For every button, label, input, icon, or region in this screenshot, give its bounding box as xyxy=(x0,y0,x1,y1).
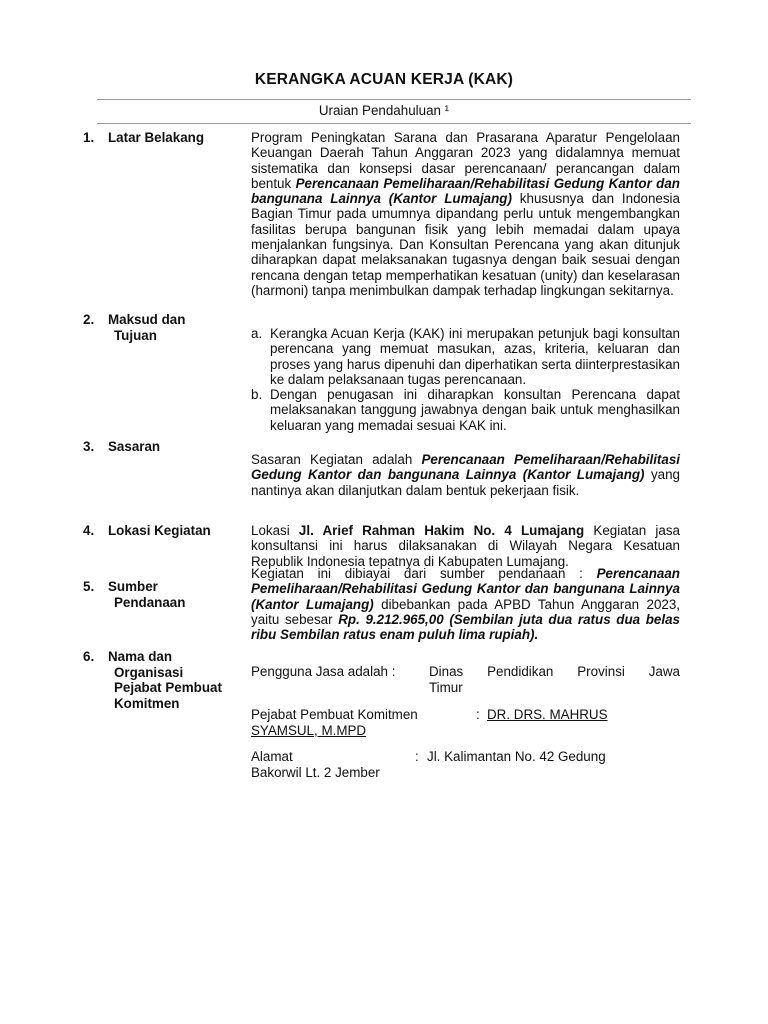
section-2-label-line2: Tujuan xyxy=(114,327,157,343)
section-5-project-name: Perencanaan Pemeliharaan/Rehabilitasi Gedung Kantor dan bangunana Lainnya (Kantor Lumajang) xyxy=(251,566,680,612)
section-4-address: Jl. Arief Rahman Hakim No. 4 Lumajang xyxy=(298,523,585,538)
section-3-number: 3. xyxy=(83,439,95,454)
ppk-name: DR. DRS. MAHRUS SYAMSUL, M.MPD xyxy=(251,707,608,738)
section-6-label-line2: Organisasi xyxy=(114,664,184,680)
document-title: KERANGKA ACUAN KERJA (KAK) xyxy=(254,71,514,88)
section-3-text-a: Sasaran Kegiatan adalah xyxy=(251,452,422,467)
section-5-text-a: Kegiatan ini dibiayai dari sumber pendanaan : xyxy=(251,566,597,581)
section-5-content xyxy=(251,566,680,642)
subtitle-divider xyxy=(97,123,691,124)
section-5-label xyxy=(108,579,248,610)
section-4-text-a: Lokasi xyxy=(251,523,299,538)
section-6-label xyxy=(108,649,248,711)
alamat-colon: : xyxy=(415,749,419,764)
list-item xyxy=(251,326,680,387)
section-1-number: 1. xyxy=(83,130,95,145)
alamat-text: Jl. Kalimantan No. 42 Gedung Bakorwil Lt. 2 Jember xyxy=(251,749,606,780)
pengguna-jasa-value-line: Dinas Pendidikan Provinsi Jawa xyxy=(429,664,680,679)
section-5-text-c: dibebankan pada APBD Tahun Anggaran 2023, yaitu sebesar xyxy=(251,596,680,627)
list-item-letter: a. xyxy=(251,326,263,341)
section-4-content xyxy=(251,523,680,569)
document-subtitle: Uraian Pendahuluan ¹ xyxy=(318,103,450,118)
section-1-content xyxy=(251,130,680,298)
section-4-label: Lokasi Kegiatan xyxy=(108,523,211,538)
section-3-project-name: Perencanaan Pemeliharaan/Rehabilitasi Gedung Kantor dan bangunana Lainnya (Kantor Lumajang) xyxy=(251,452,680,483)
section-3-label: Sasaran xyxy=(108,439,161,454)
ppk-colon: : xyxy=(476,707,480,722)
section-6-label-line4: Komitmen xyxy=(114,695,180,711)
pengguna-jasa-value xyxy=(429,664,680,680)
section-2-label-line1: Maksud dan xyxy=(108,312,186,327)
section-5-number: 5. xyxy=(83,579,95,594)
section-5-label-line1: Sumber xyxy=(108,579,158,594)
section-1-text-c: khususnya dan Indonesia Bagian Timur pada umumnya dipandang perlu untuk mengembangkan fasilitas berupa bangunan fisik yang lebih memadai dalam upaya menjalankan fungsinya. Dan Konsultan Perencana yang akan ditunjuk diharapkan dapat melaksanakan tugasnya dengan baik sesuai dengan rencana dengan tetap memperhatikan kesatuan (unity) dan keselarasan (harmoni) tanpa menimbulkan dampak terhadap lingkungan sekitarnya. xyxy=(251,191,680,298)
alamat-value xyxy=(251,749,636,780)
section-4-text-c: Kegiatan jasa konsultansi ini harus dilaksanakan di Wilayah Negara Kesatuan Republik Indonesia tepatnya di Kabupaten Lumajang. xyxy=(251,523,681,569)
ppk-label: Pejabat Pembuat Komitmen xyxy=(251,707,418,722)
section-2-list xyxy=(251,326,680,433)
alamat-label: Alamat xyxy=(251,749,293,764)
pengguna-jasa-value-cont: Timur xyxy=(429,680,463,695)
section-4-number: 4. xyxy=(83,523,95,538)
list-item xyxy=(251,387,680,433)
section-2-number: 2. xyxy=(83,312,95,327)
pengguna-jasa-label: Pengguna Jasa adalah : xyxy=(251,664,396,679)
section-5-label-line2: Pendanaan xyxy=(114,594,186,610)
section-3-text-c: yang nantinya akan dilanjutkan dalam bentuk pekerjaan fisik. xyxy=(251,467,680,498)
section-1-project-name: Perencanaan Pemeliharaan/Rehabilitasi Gedung Kantor dan bangunana Lainnya (Kantor Lumajang) xyxy=(251,175,680,207)
section-2-label xyxy=(108,312,248,343)
ppk-value xyxy=(251,707,614,738)
section-1-label: Latar Belakang xyxy=(108,130,205,145)
top-divider xyxy=(97,99,691,100)
section-6-number: 6. xyxy=(83,649,95,664)
section-6-label-line1: Nama dan xyxy=(108,649,172,664)
section-6-label-line3: Pejabat Pembuat xyxy=(114,680,222,696)
list-item-text: Kerangka Acuan Kerja (KAK) ini merupakan petunjuk bagi konsultan perencana yang memuat masukan, azas, kriteria, keluaran dan proses yang harus dipenuhi dan diperhatikan serta diinterprestasikan ke dalam pelaksanaan tugas perencanaan. xyxy=(270,326,680,387)
section-5-amount: Rp. 9.212.965,00 (Sembilan juta dua ratus dua belas ribu Sembilan ratus enam puluh lima rupiah). xyxy=(251,611,680,643)
list-item-text: Dengan penugasan ini diharapkan konsultan Perencana dapat melaksanakan tanggung jawabnya dengan baik untuk menghasilkan keluaran yang memadai sesuai KAK ini. xyxy=(270,387,680,433)
section-3-content xyxy=(251,452,680,498)
list-item-letter: b. xyxy=(251,387,263,403)
section-1-text-a: Program Peningkatan Sarana dan Prasarana Aparatur Pengelolaan Keuangan Daerah Tahun Anggaran 2023 yang didalamnya memuat sistematika dan konsepsi dasar perencanaan/ perancangan dalam bentuk xyxy=(251,130,680,191)
